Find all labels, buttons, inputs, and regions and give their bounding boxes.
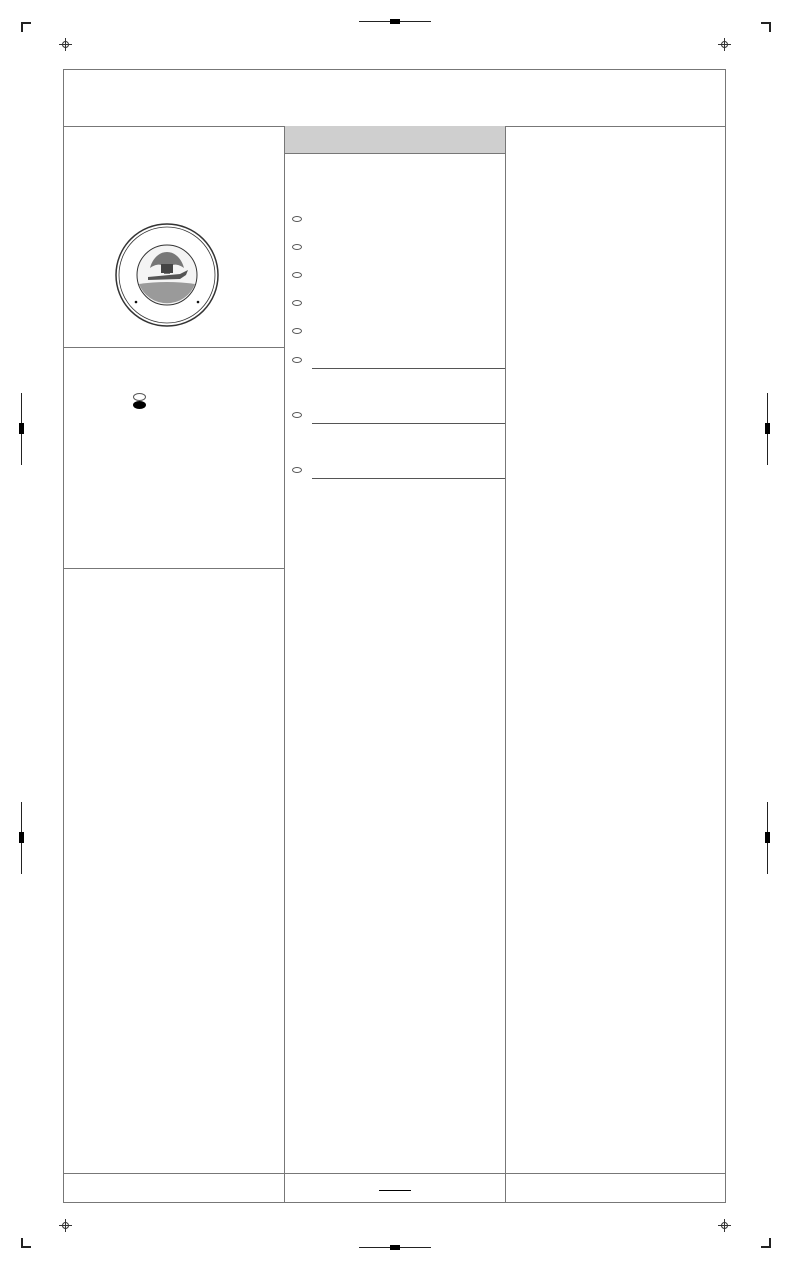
write-in-line[interactable]	[312, 423, 505, 424]
footer-ballot-code	[506, 1174, 725, 1202]
candidate-option[interactable]	[292, 216, 314, 222]
ballot-info	[64, 126, 284, 348]
section-header-school-offices	[285, 126, 505, 154]
county-seal-icon	[114, 222, 220, 328]
registration-mark-right-lower-block	[765, 832, 770, 843]
candidate-option[interactable]	[292, 244, 314, 250]
right-column	[506, 126, 725, 1174]
footer-initials	[285, 1174, 506, 1202]
vote-oval-icon[interactable]	[292, 412, 302, 418]
ballot-footer	[64, 1173, 725, 1202]
example-empty-oval-row	[77, 393, 277, 401]
voter-instructions	[64, 347, 284, 569]
write-in-line[interactable]	[312, 368, 505, 369]
instructions-body	[77, 393, 277, 409]
vote-oval-icon[interactable]	[292, 467, 302, 473]
candidate-option[interactable]	[292, 328, 314, 334]
registration-mark-right-upper-block	[765, 423, 770, 434]
empty-oval-icon	[133, 393, 146, 401]
example-filled-oval-row	[77, 401, 277, 409]
crop-mark-bottom-right	[761, 1238, 771, 1248]
crosshair-bottom-left	[59, 1219, 72, 1232]
ballot-frame	[63, 69, 726, 1203]
vote-oval-icon[interactable]	[292, 328, 302, 334]
write-in-line[interactable]	[312, 478, 505, 479]
candidate-option[interactable]	[292, 272, 314, 278]
filled-oval-icon	[133, 401, 146, 409]
crop-mark-top-left	[21, 22, 31, 32]
school-offices-column	[285, 126, 506, 1174]
initials-blank-line[interactable]	[379, 1181, 411, 1191]
crop-mark-top-right	[761, 22, 771, 32]
vote-oval-icon[interactable]	[292, 244, 302, 250]
registration-mark-bottom-block	[390, 1245, 400, 1250]
vote-oval-icon[interactable]	[292, 300, 302, 306]
ballot-header	[64, 70, 725, 127]
registration-mark-top-block	[390, 19, 400, 24]
crosshair-top-right	[718, 38, 731, 51]
registration-mark-left-upper-block	[19, 423, 24, 434]
vote-oval-icon[interactable]	[292, 357, 302, 363]
crosshair-top-left	[59, 38, 72, 51]
vote-oval-icon[interactable]	[292, 272, 302, 278]
vote-oval-icon[interactable]	[292, 216, 302, 222]
footer-district	[64, 1174, 285, 1202]
left-column	[64, 126, 285, 1174]
registration-mark-left-lower-block	[19, 832, 24, 843]
crop-mark-bottom-left	[21, 1238, 31, 1248]
crosshair-bottom-right	[718, 1219, 731, 1232]
candidate-option[interactable]	[292, 300, 314, 306]
